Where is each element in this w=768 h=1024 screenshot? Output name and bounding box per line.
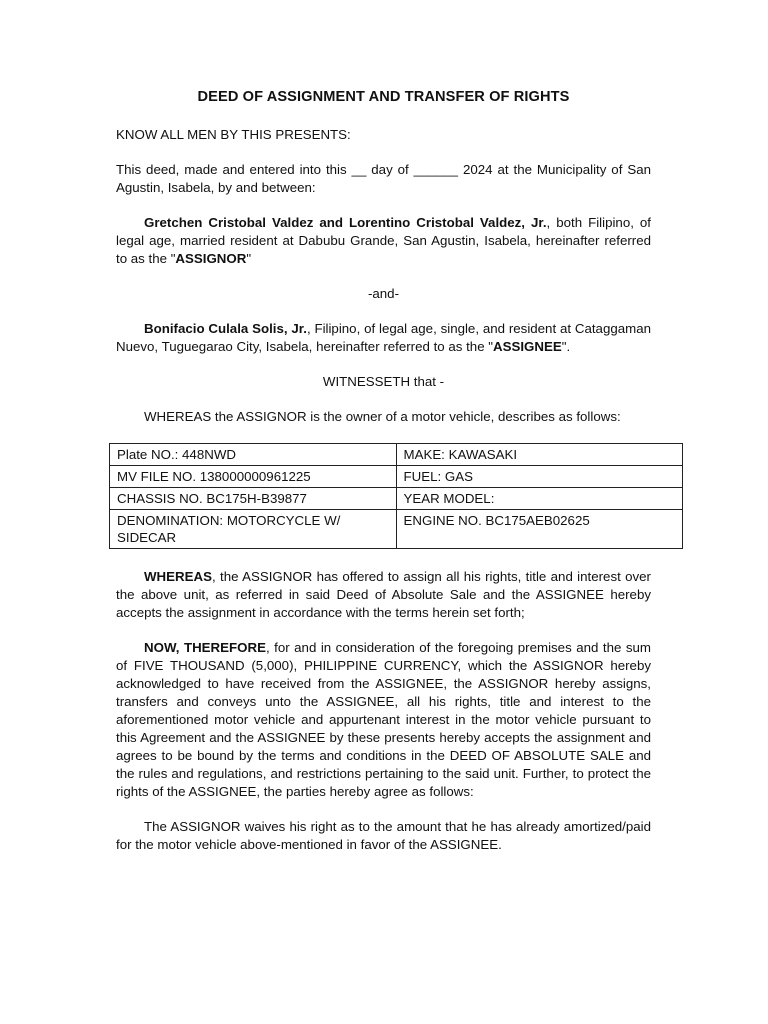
assignee-details: , Filipino, of legal age, single, and resident at Cataggaman Nuevo, Tuguegarao City, Isabela, hereinafter referred to as the " [116, 321, 652, 354]
and-separator: -and- [367, 286, 400, 301]
assignor-paragraph [116, 214, 651, 268]
table-row [110, 444, 683, 466]
document-title: DEED OF ASSIGNMENT AND TRANSFER OF RIGHTS [197, 89, 570, 105]
assignor-names: Gretchen Cristobal Valdez and Lorentino Cristobal Valdez, Jr. [144, 215, 547, 230]
chassis-number-cell: CHASSIS NO. BC175H-B39877 [110, 488, 397, 510]
now-therefore-paragraph [116, 639, 651, 801]
year-model-cell: YEAR MODEL: [396, 488, 683, 510]
whereas-offer-text: , the ASSIGNOR has offered to assign all his rights, title and interest over the above unit, as referred in said Deed of Absolute Sale and the ASSIGNEE hereby accepts the assignment in accordance with the terms herein set forth; [116, 569, 651, 620]
opening-line: KNOW ALL MEN BY THIS PRESENTS: [116, 127, 351, 142]
assignee-role: ASSIGNEE [493, 339, 562, 354]
mv-file-number-cell: MV FILE NO. 138000000961225 [110, 466, 397, 488]
vehicle-details-table [109, 443, 683, 549]
make-cell: MAKE: KAWASAKI [396, 444, 683, 466]
witnesseth-line: WITNESSETH that - [322, 374, 445, 389]
document-page [116, 88, 651, 871]
engine-number-cell: ENGINE NO. BC175AEB02625 [396, 510, 683, 549]
whereas-owner-paragraph: WHEREAS the ASSIGNOR is the owner of a motor vehicle, describes as follows: [144, 409, 621, 424]
table-row [110, 488, 683, 510]
assignor-details: , both Filipino, of legal age, married resident at Dabubu Grande, San Agustin, Isabela, hereinafter referred to as the " [116, 215, 651, 266]
table-row [110, 466, 683, 488]
assignor-close: " [246, 251, 252, 266]
assignee-close: ". [561, 339, 571, 354]
assignee-paragraph [116, 320, 651, 356]
plate-number-cell: Plate NO.: 448NWD [110, 444, 397, 466]
whereas-lead: WHEREAS [144, 569, 212, 584]
whereas-offer-paragraph [116, 568, 651, 622]
waiver-paragraph: The ASSIGNOR waives his right as to the amount that he has already amortized/paid for the motor vehicle above-mentioned in favor of the ASSIGNEE. [116, 819, 651, 852]
assignee-names: Bonifacio Culala Solis, Jr. [144, 321, 307, 336]
now-therefore-text: , for and in consideration of the foregoing premises and the sum of FIVE THOUSAND (5,000), PHILIPPINE CURRENCY, which the ASSIGNOR hereby acknowledged to have received from the ASSIGNEE, the ASSIGNOR hereby assigns, transfers and conveys unto the ASSIGNEE, all his rights, title and interest to the aforementioned motor vehicle and appurtenant interest in the motor vehicle pursuant to this Agreement and the ASSIGNEE by these presents hereby accepts the assignment and agrees to be bound by the terms and conditions in the DEED OF ABSOLUTE SALE and the rules and regulations, and restrictions pertaining to the said unit. Further, to protect the rights of the ASSIGNEE, the parties hereby agree as follows: [116, 640, 651, 799]
fuel-cell: FUEL: GAS [396, 466, 683, 488]
intro-paragraph: This deed, made and entered into this __ day of ______ 2024 at the Municipality of San Agustin, Isabela, by and between: [116, 162, 651, 195]
now-therefore-lead: NOW, THEREFORE [144, 640, 266, 655]
assignor-role: ASSIGNOR [175, 251, 247, 266]
denomination-cell: DENOMINATION: MOTORCYCLE W/ SIDECAR [110, 510, 397, 549]
table-row [110, 510, 683, 549]
